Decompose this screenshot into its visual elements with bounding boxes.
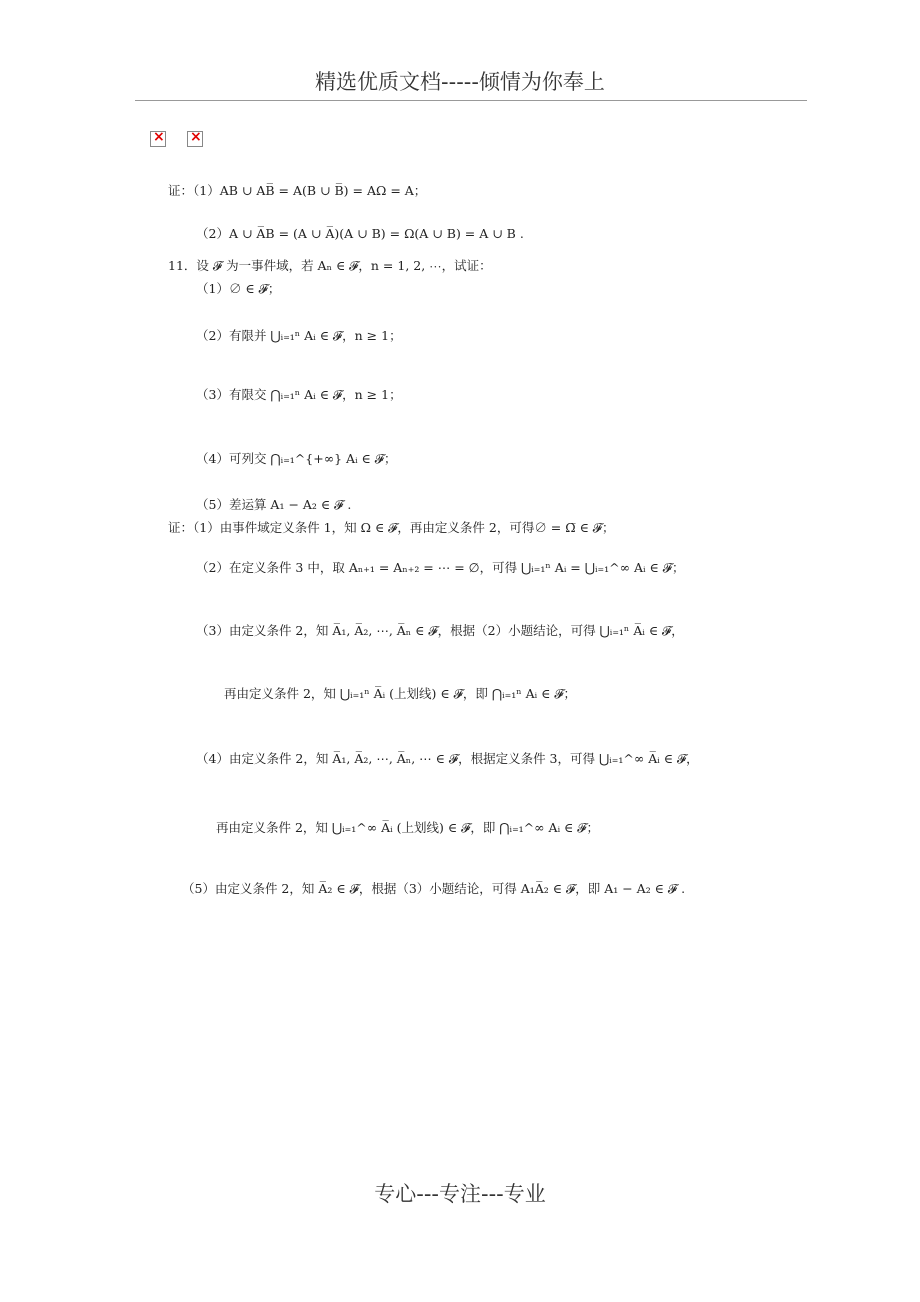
problem-11-item-1: （1）∅ ∈ 𝓕； (196, 281, 281, 296)
proof-11-part-3-cont: 再由定义条件 2，知 ⋃ᵢ₌₁ⁿ A̅ᵢ (上划线) ∈ 𝓕，即 ⋂ᵢ₌₁ⁿ Aᵢ ∈ 𝓕； (224, 686, 577, 701)
proof-11-part-4: （4）由定义条件 2，知 A̅₁, A̅₂, ⋯, A̅ₙ, ⋯ ∈ 𝓕，根据定义条件 3，可得 ⋃ᵢ₌₁^∞ A̅ᵢ ∈ 𝓕， (196, 751, 699, 766)
proof-11-part-5: （5）由定义条件 2，知 A̅₂ ∈ 𝓕，根据（3）小题结论，可得 A₁A̅₂ ∈ 𝓕，即 A₁ − A₂ ∈ 𝓕 . (182, 881, 686, 896)
proof-11-part-1: 证：（1）由事件域定义条件 1，知 Ω ∈ 𝓕，再由定义条件 2，可得∅ = Ω̅ ∈ 𝓕； (168, 520, 615, 535)
page-header: 精选优质文档-----倾情为你奉上 (315, 70, 605, 94)
problem-11-item-5: （5）差运算 A₁ − A₂ ∈ 𝓕 . (196, 497, 352, 512)
broken-image-icon: × (187, 131, 203, 147)
proof-10-part-1: 证：（1）AB ∪ AB̅ = A(B ∪ B̅) = AΩ = A； (168, 183, 427, 198)
problem-11-item-2: （2）有限并 ⋃ᵢ₌₁ⁿ Aᵢ ∈ 𝓕，n ≥ 1； (196, 328, 402, 343)
problem-11-item-4: （4）可列交 ⋂ᵢ₌₁^{+∞} Aᵢ ∈ 𝓕； (196, 451, 397, 466)
proof-11-part-3: （3）由定义条件 2，知 A̅₁, A̅₂, ⋯, A̅ₙ ∈ 𝓕，根据（2）小题结论，可得 ⋃ᵢ₌₁ⁿ A̅ᵢ ∈ 𝓕， (196, 623, 684, 638)
broken-image-icon: × (150, 131, 166, 147)
header-rule (135, 100, 807, 101)
page-footer: 专心---专注---专业 (374, 1182, 546, 1206)
proof-10-part-2: （2）A ∪ A̅B = (A ∪ A̅)(A ∪ B) = Ω(A ∪ B) = A ∪ B . (196, 226, 524, 241)
problem-11-statement: 11．设 𝓕 为一事件域，若 Aₙ ∈ 𝓕，n = 1, 2, ⋯，试证： (168, 258, 492, 273)
problem-11-item-3: （3）有限交 ⋂ᵢ₌₁ⁿ Aᵢ ∈ 𝓕，n ≥ 1； (196, 387, 402, 402)
proof-11-part-4-cont: 再由定义条件 2，知 ⋃ᵢ₌₁^∞ A̅ᵢ (上划线) ∈ 𝓕，即 ⋂ᵢ₌₁^∞ Aᵢ ∈ 𝓕； (216, 820, 600, 835)
proof-11-part-2: （2）在定义条件 3 中，取 Aₙ₊₁ = Aₙ₊₂ = ⋯ = ∅，可得 ⋃ᵢ₌₁ⁿ Aᵢ = ⋃ᵢ₌₁^∞ Aᵢ ∈ 𝓕； (196, 560, 685, 575)
